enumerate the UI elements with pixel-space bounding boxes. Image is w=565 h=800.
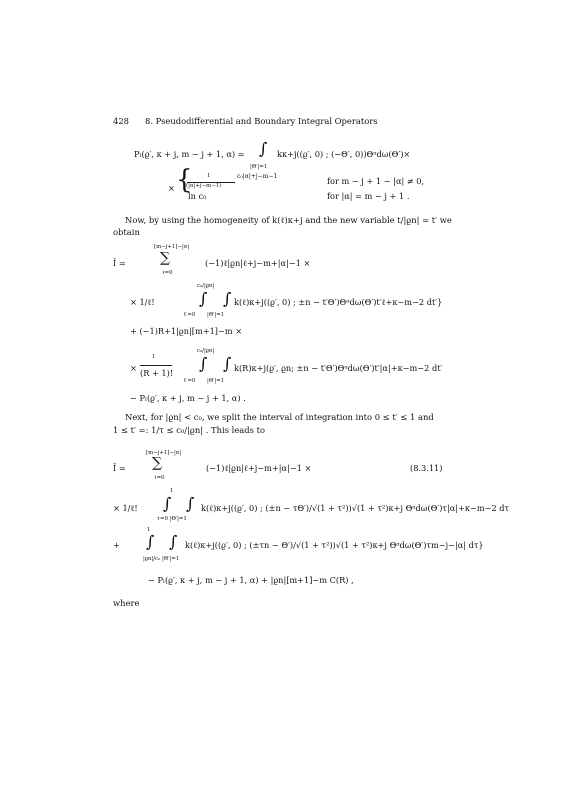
eq3-line2-prefix: × 1/ℓ! bbox=[113, 503, 138, 513]
eq3-line3-integral-2: ∫ bbox=[169, 532, 178, 551]
paragraph-2-line-2: 1 ≤ t′ =: 1/τ ≤ c₀/|ϱn| . This leads to bbox=[113, 425, 266, 435]
eq3-line2-upper-limit: 1 bbox=[170, 488, 174, 494]
eq1-case1-frac-den: (|α|+j−m−1) bbox=[186, 183, 222, 189]
trailing-word: where bbox=[113, 598, 140, 608]
eq3-sum-bottom: ℓ=0 bbox=[154, 475, 165, 481]
eq3-line3-body: k(ℓ)κ+j((ϱ′, 0) ; (±τn − Θ′)/√(1 + τ²))√(1 + τ²)κ+j Θᵅdω(Θ′)τm−j−|α| dτ} bbox=[185, 540, 484, 550]
eq2-line2-integral-2: ∫ bbox=[223, 289, 232, 308]
eq3-term: (−1)ℓ|ϱn|ℓ+j−m+|α|−1 × bbox=[206, 463, 312, 473]
page-number: 428 bbox=[113, 116, 129, 126]
eq2-line4-fraction-bar bbox=[140, 365, 172, 366]
eq3-line4: − Pₗ(ϱ′, κ + j, m − j + 1, α) + |ϱn|[m+1]−m C(R) , bbox=[148, 575, 354, 585]
eq2-line4-frac-num: 1 bbox=[152, 354, 156, 360]
eq3-line2-sub: τ=0 |Θ′|=1 bbox=[157, 516, 187, 522]
eq2-line4-upper-limit: c₀/|ϱn| bbox=[197, 348, 215, 354]
eq2-line4-integral-1: ∫ bbox=[199, 354, 208, 373]
eq1-case2: ln c₀ bbox=[188, 191, 207, 201]
eq1-integral-sign: ∫ bbox=[259, 139, 268, 158]
eq2-line2-prefix: × 1/ℓ! bbox=[130, 297, 155, 307]
eq2-line4-frac-den: (R + 1)! bbox=[140, 368, 174, 378]
eq2-line3: + (−1)R+1|ϱn|[m+1]−m × bbox=[130, 326, 243, 336]
eq2-sum-top: [m−j+1]−|α| bbox=[154, 244, 190, 250]
eq3-sum-top: [m−j+1]−|α| bbox=[146, 450, 182, 456]
eq3-lhs: Ī = bbox=[113, 463, 126, 473]
eq1-case1-frac-num: 1 bbox=[207, 173, 211, 179]
eq2-line2-sub-2: |Θ′|=1 bbox=[207, 312, 225, 318]
eq3-sum-sign: ∑ bbox=[152, 455, 162, 471]
eq1-case1-rest: c₀|α|+j−m−1 bbox=[237, 173, 278, 180]
eq2-line4-body: k(R)κ+j(ϱ′, ϱn; ±n − t′Θ′)Θᵅdω(Θ′)t′|α|+κ−m−2 dt′ bbox=[234, 363, 443, 373]
eq3-line3-prefix: + bbox=[113, 540, 120, 550]
paragraph-1-line-2: obtain bbox=[113, 227, 140, 237]
eq1-body: kκ+j((ϱ′, 0) ; (−Θ′, 0))Θᵅdω(Θ′)× bbox=[277, 149, 411, 159]
eq1-lhs: Pₗ(ϱ′, κ + j, m − j + 1, α) = bbox=[134, 149, 245, 159]
eq2-line4-sub-2: |Θ′|=1 bbox=[207, 378, 225, 384]
eq2-sum-sign: ∑ bbox=[160, 250, 170, 266]
eq3-line2-integral-1: ∫ bbox=[163, 494, 172, 513]
eq2-line5: − Pₗ(ϱ′, κ + j, m − j + 1, α) . bbox=[130, 393, 246, 403]
eq2-line4-integral-2: ∫ bbox=[223, 354, 232, 373]
running-title: 8. Pseudodifferential and Boundary Integral Operators bbox=[145, 116, 378, 126]
eq2-line2-body: k(ℓ)κ+j((ϱ′, 0) ; ±n − t′Θ′)Θᵅdω(Θ′)t′ℓ+κ−m−2 dt′} bbox=[234, 297, 443, 307]
eq3-line3-upper-limit: 1 bbox=[147, 527, 151, 533]
eq1-case2-condition: for |α| = m − j + 1 . bbox=[327, 191, 410, 201]
eq3-line2-body: k(ℓ)κ+j((ϱ′, 0) ; (±n − τΘ′)/√(1 + τ²))√(1 + τ²)κ+j Θᵅdω(Θ′)τ|α|+κ−m−2 dτ bbox=[201, 503, 510, 513]
eq2-line2-sub-1: t′=0 bbox=[184, 312, 196, 318]
eq3-line3-sub: |ϱn|/c₀ |Θ′|=1 bbox=[143, 556, 180, 562]
eq3-equation-number: (8.3.11) bbox=[410, 463, 443, 473]
eq2-line2-integral-1: ∫ bbox=[199, 289, 208, 308]
paragraph-1-line-1: Now, by using the homogeneity of k(ℓ)κ+j and the new variable t/|ϱn| = t′ we bbox=[125, 215, 452, 225]
eq3-line3-integral-1: ∫ bbox=[146, 532, 155, 551]
eq2-term: (−1)ℓ|ϱn|ℓ+j−m+|α|−1 × bbox=[205, 258, 311, 268]
eq2-line2-upper-limit: c₀/|ϱn| bbox=[197, 283, 215, 289]
paragraph-2-line-1: Next, for |ϱn| < c₀, we split the interval of integration into 0 ≤ t′ ≤ 1 and bbox=[125, 412, 434, 422]
eq1-times: × bbox=[168, 183, 175, 193]
eq2-lhs: Ī = bbox=[113, 258, 126, 268]
eq2-sum-bottom: ℓ=0 bbox=[162, 270, 173, 276]
eq1-case1-condition: for m − j + 1 − |α| ≠ 0, bbox=[327, 176, 425, 186]
eq1-integral-subscript: |Θ′|=1 bbox=[250, 164, 268, 170]
eq3-line2-integral-2: ∫ bbox=[186, 494, 195, 513]
eq1-left-brace: { bbox=[176, 165, 193, 195]
eq2-line4-sub-1: t′=0 bbox=[184, 378, 196, 384]
eq2-line4-prefix: × bbox=[130, 363, 137, 373]
